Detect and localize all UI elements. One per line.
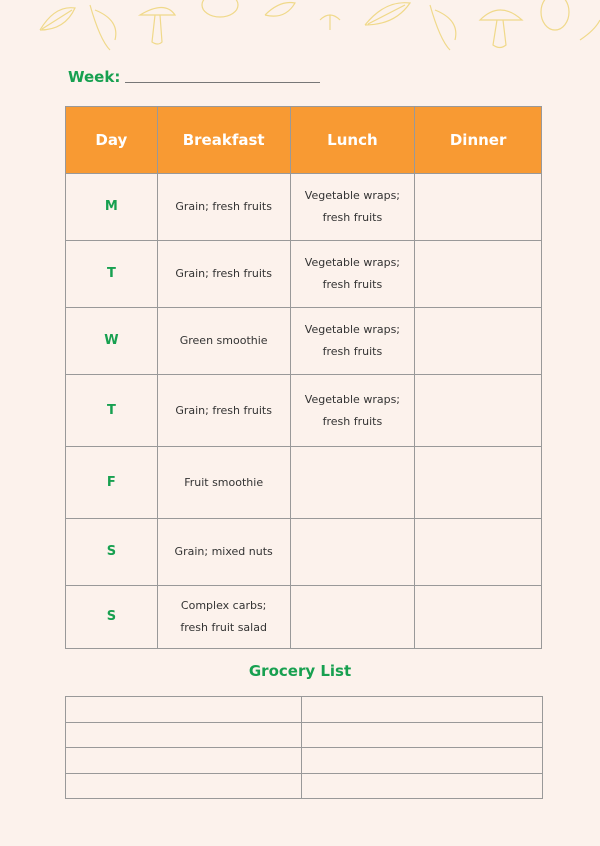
table-row [66,722,543,748]
lunch-line: fresh fruits [322,345,383,358]
lunch-cell[interactable] [290,308,415,375]
header-dinner: Dinner [415,107,542,174]
breakfast-cell[interactable]: Grain; fresh fruits [157,174,290,241]
dinner-cell[interactable] [415,375,542,447]
breakfast-cell[interactable]: Grain; fresh fruits [157,241,290,308]
breakfast-cell[interactable]: Grain; fresh fruits [157,375,290,447]
header-day: Day [66,107,158,174]
day-cell: S [66,586,158,649]
breakfast-cell[interactable]: Complex carbs; fresh fruit salad [157,586,290,649]
lunch-line: fresh fruits [322,414,383,428]
dinner-cell[interactable] [415,447,542,519]
dinner-cell[interactable] [415,241,542,308]
table-row [66,447,542,519]
lunch-line: fresh fruits [322,211,383,224]
day-cell: M [66,174,158,241]
day-cell: T [66,241,158,308]
breakfast-cell[interactable]: Fruit smoothie [157,447,290,519]
table-row [66,241,542,308]
table-row [66,174,542,241]
dinner-cell[interactable] [415,174,542,241]
grocery-cell[interactable] [302,697,543,723]
lunch-cell[interactable] [290,519,415,586]
grocery-cell[interactable] [302,773,543,799]
day-cell: F [66,447,158,519]
lunch-line: Vegetable wraps; [304,323,401,336]
breakfast-cell[interactable]: Grain; mixed nuts [157,519,290,586]
week-label: Week: [68,68,121,86]
grocery-cell[interactable] [66,748,302,774]
day-cell: S [66,519,158,586]
lunch-line: Vegetable wraps; [304,256,401,269]
dinner-cell[interactable] [415,519,542,586]
dinner-cell[interactable] [415,586,542,649]
grocery-cell[interactable] [66,773,302,799]
lunch-cell[interactable] [290,241,415,308]
table-row [66,697,543,723]
grocery-cell[interactable] [66,697,302,723]
meal-plan-table [65,106,542,649]
lunch-cell[interactable] [290,174,415,241]
dinner-cell[interactable] [415,308,542,375]
lunch-line: Vegetable wraps; [304,189,401,202]
table-row [66,748,543,774]
day-cell: W [66,308,158,375]
table-row [66,586,542,649]
grocery-list-table [65,696,543,799]
table-row [66,773,543,799]
lunch-cell[interactable] [290,375,415,447]
breakfast-cell[interactable]: Green smoothie [157,308,290,375]
header-lunch: Lunch [290,107,415,174]
lunch-cell[interactable] [290,447,415,519]
grocery-cell[interactable] [302,748,543,774]
grocery-cell[interactable] [302,722,543,748]
grocery-list-title: Grocery List [248,662,352,680]
lunch-cell[interactable] [290,586,415,649]
grocery-cell[interactable] [66,722,302,748]
lunch-line: Vegetable wraps; [304,392,401,406]
food-doodle-border [0,0,600,60]
table-header-row [66,107,542,174]
table-row [66,519,542,586]
day-cell: T [66,375,158,447]
lunch-line: fresh fruits [322,278,383,291]
table-row [66,375,542,447]
week-input-line[interactable] [125,82,320,83]
header-breakfast: Breakfast [157,107,290,174]
table-row [66,308,542,375]
